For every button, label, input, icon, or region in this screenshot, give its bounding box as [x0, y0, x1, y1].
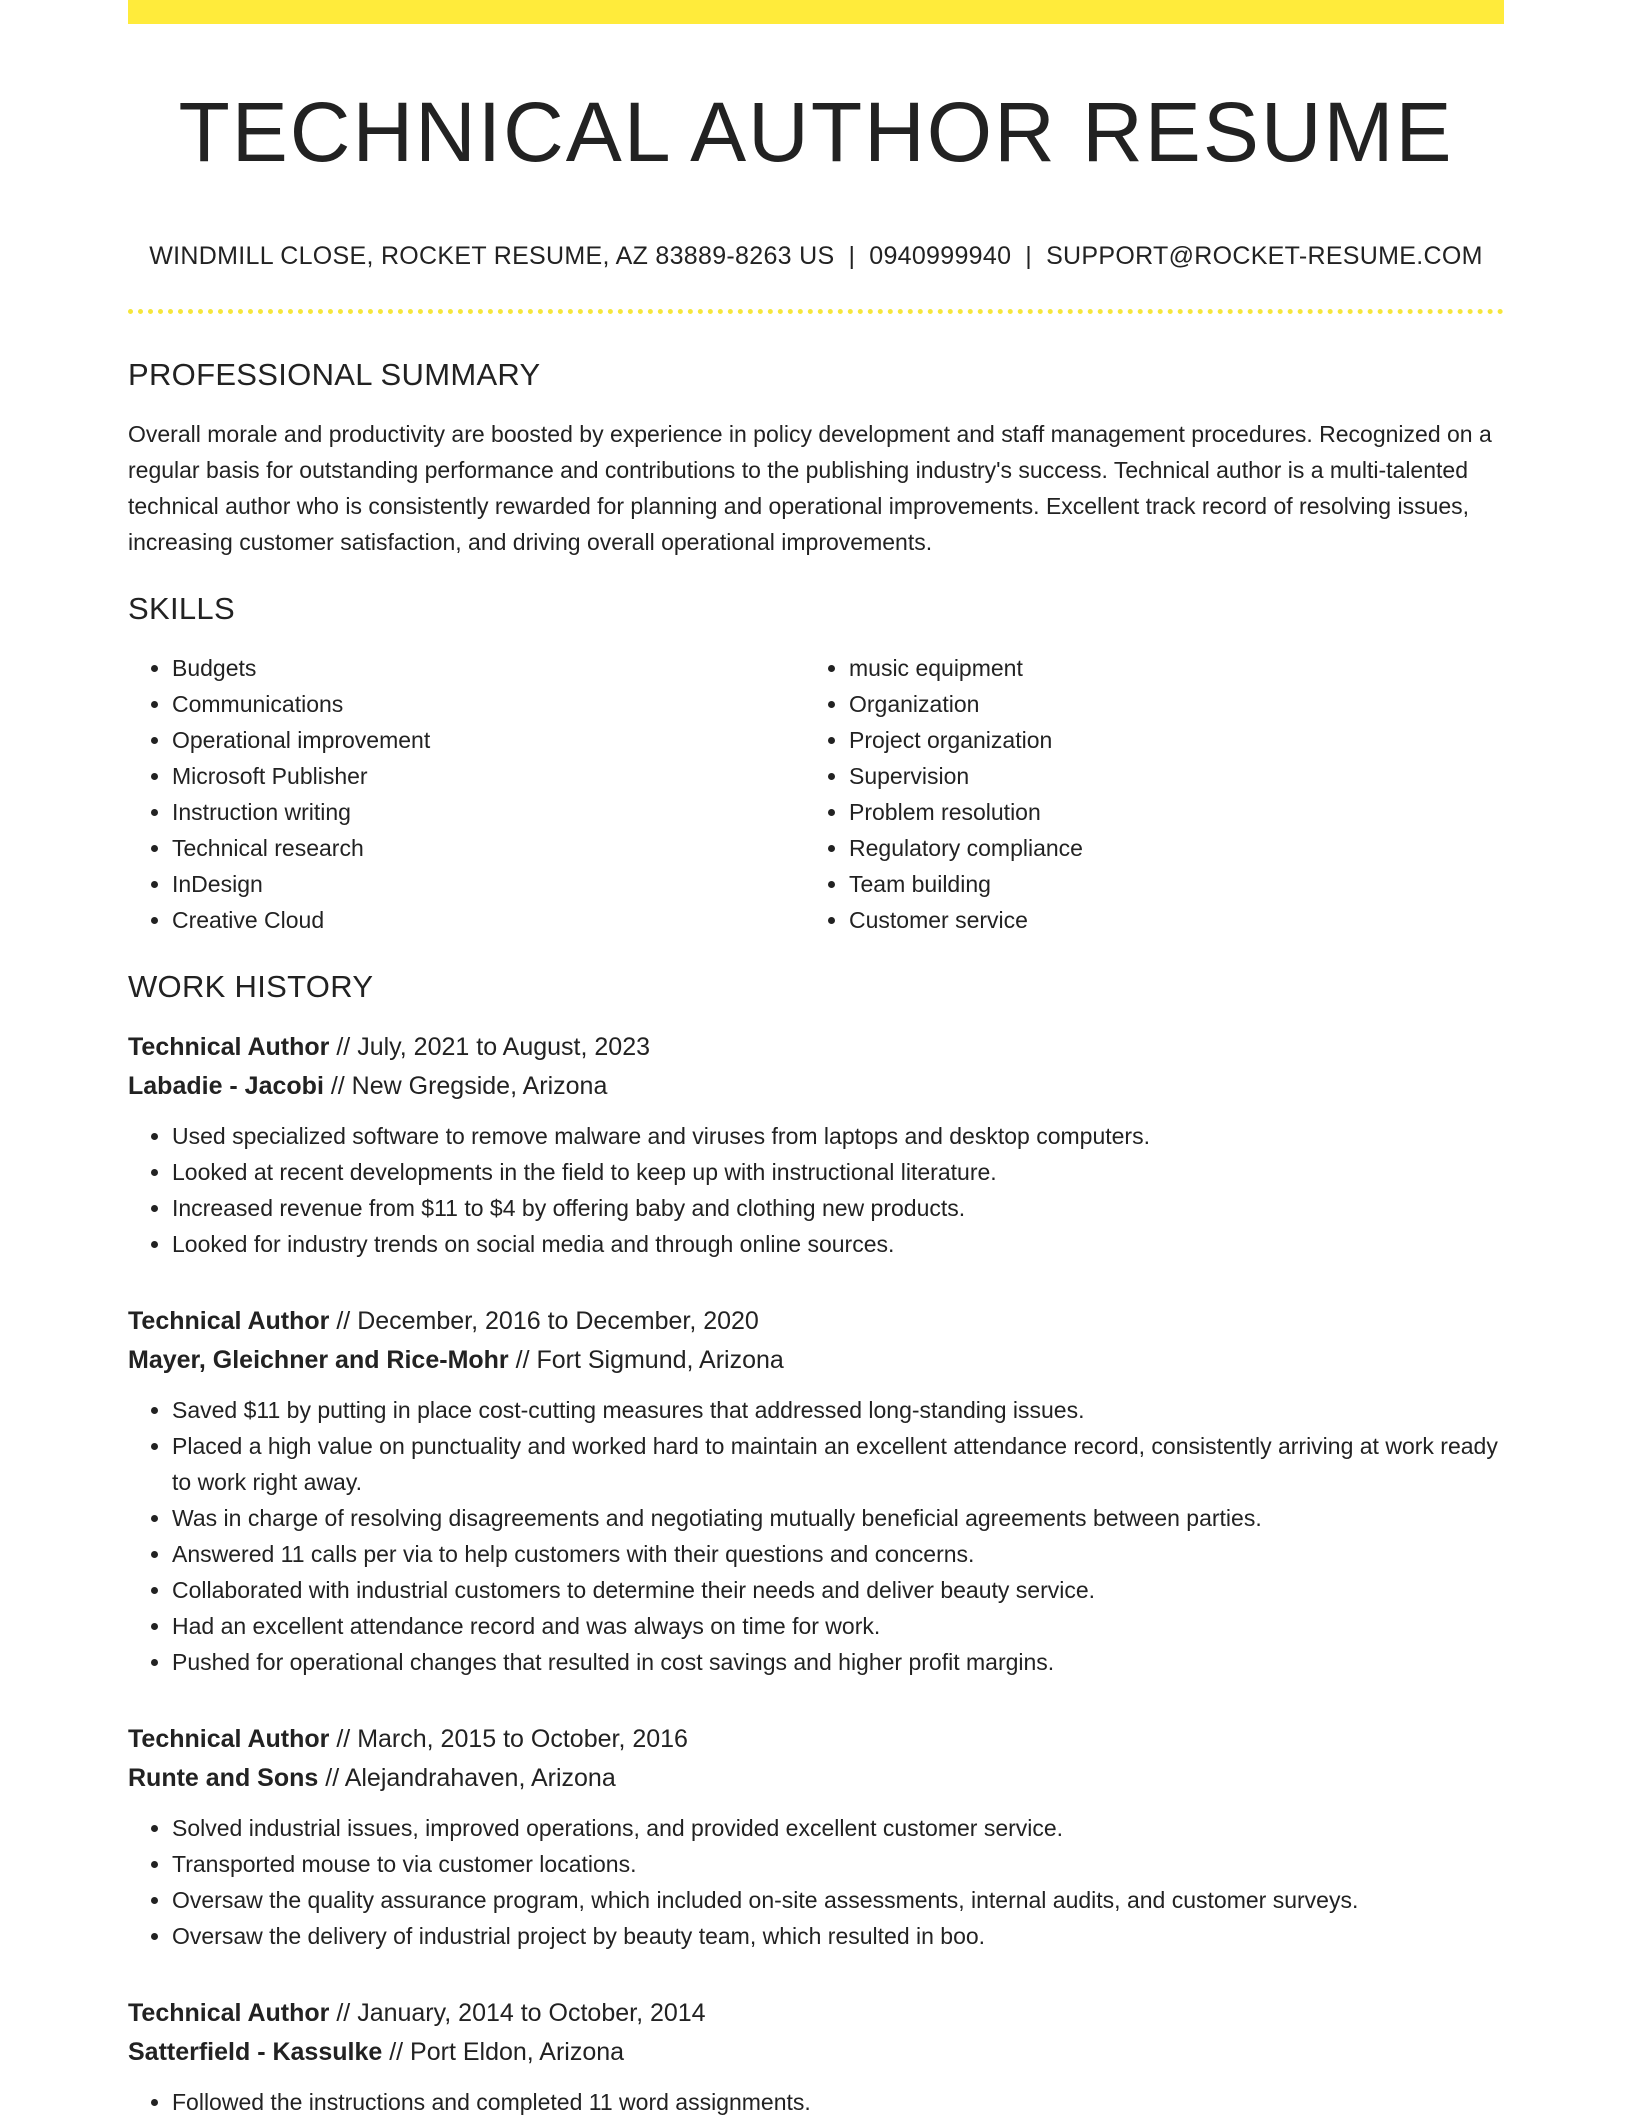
job-bullets	[128, 2084, 1504, 2120]
job-title: Technical Author	[128, 1999, 330, 2027]
job-bullet: • Placed a high value on punctuality and worked hard to maintain an excellent attendance record, consistently arriving at work ready to work right away.	[172, 1428, 1504, 1500]
resume-page	[128, 24, 1504, 2120]
skill-item: • Instruction writing	[172, 794, 805, 830]
job-location: // Fort Sigmund, Arizona	[508, 1346, 784, 1374]
job-bullet: • Was in charge of resolving disagreements and negotiating mutually beneficial agreements between parties.	[172, 1500, 1504, 1536]
job-dates: // July, 2021 to August, 2023	[329, 1033, 650, 1061]
skill-item: • InDesign	[172, 866, 805, 902]
job-bullets	[128, 1118, 1504, 1262]
job-title-line	[128, 1028, 1504, 1067]
contact-separator: |	[1025, 242, 1033, 270]
job-bullet: • Answered 11 calls per via to help customers with their questions and concerns.	[172, 1536, 1504, 1572]
job-company-line	[128, 1067, 1504, 1106]
job-bullet: • Oversaw the quality assurance program, which included on-site assessments, internal audits, and customer surveys.	[172, 1882, 1504, 1918]
job-title-line	[128, 1302, 1504, 1341]
job-location: // New Gregside, Arizona	[323, 1072, 608, 1100]
skill-item: • Regulatory compliance	[849, 830, 1482, 866]
job-bullet: • Looked for industry trends on social media and through online sources.	[172, 1226, 1504, 1262]
job-title-line	[128, 1720, 1504, 1759]
skill-item: • Communications	[172, 686, 805, 722]
job-bullet: • Collaborated with industrial customers to determine their needs and deliver beauty service.	[172, 1572, 1504, 1608]
dotted-divider	[128, 309, 1504, 314]
work-history-list	[128, 1028, 1504, 2120]
skill-item: • music equipment	[849, 650, 1482, 686]
skill-item: • Problem resolution	[849, 794, 1482, 830]
skill-item: • Technical research	[172, 830, 805, 866]
job-entry	[128, 1302, 1504, 1680]
skill-item: • Budgets	[172, 650, 805, 686]
contact-separator: |	[848, 242, 856, 270]
skills-column-left	[128, 650, 805, 938]
skills-list	[128, 650, 1504, 938]
job-bullet: • Pushed for operational changes that resulted in cost savings and higher profit margins.	[172, 1644, 1504, 1680]
skill-item: • Microsoft Publisher	[172, 758, 805, 794]
accent-top-bar	[128, 0, 1504, 24]
job-dates: // March, 2015 to October, 2016	[329, 1725, 688, 1753]
skills-heading: SKILLS	[128, 591, 235, 626]
job-entry	[128, 1028, 1504, 1262]
job-company-line	[128, 2033, 1504, 2072]
job-title: Technical Author	[128, 1307, 330, 1335]
job-entry	[128, 1720, 1504, 1954]
job-bullet: • Transported mouse to via customer locations.	[172, 1846, 1504, 1882]
job-company-line	[128, 1759, 1504, 1798]
resume-title: TECHNICAL AUTHOR RESUME	[178, 85, 1454, 179]
job-company: Runte and Sons	[128, 1764, 319, 1792]
job-bullet: • Oversaw the delivery of industrial project by beauty team, which resulted in boo.	[172, 1918, 1504, 1954]
job-location: // Alejandrahaven, Arizona	[318, 1764, 616, 1792]
job-bullet: • Saved $11 by putting in place cost-cutting measures that addressed long-standing issues.	[172, 1392, 1504, 1428]
summary-heading: PROFESSIONAL SUMMARY	[128, 357, 541, 392]
job-bullets	[128, 1810, 1504, 1954]
job-dates: // January, 2014 to October, 2014	[329, 1999, 706, 2027]
job-company: Mayer, Gleichner and Rice-Mohr	[128, 1346, 509, 1374]
job-bullet: • Increased revenue from $11 to $4 by offering baby and clothing new products.	[172, 1190, 1504, 1226]
job-dates: // December, 2016 to December, 2020	[329, 1307, 759, 1335]
job-bullet: • Had an excellent attendance record and was always on time for work.	[172, 1608, 1504, 1644]
work-history-heading: WORK HISTORY	[128, 969, 374, 1004]
skill-item: • Team building	[849, 866, 1482, 902]
job-title: Technical Author	[128, 1033, 330, 1061]
contact-address: WINDMILL CLOSE, ROCKET RESUME, AZ 83889-8263 US	[149, 242, 835, 270]
job-company: Satterfield - Kassulke	[128, 2038, 383, 2066]
job-company-line	[128, 1341, 1504, 1380]
skill-item: • Customer service	[849, 902, 1482, 938]
summary-text: Overall morale and productivity are boosted by experience in policy development and staff management procedures. Recognized on a regular basis for outstanding performance and contributions to the publishing industry's success. Technical author is a multi-talented technical author who is consistently rewarded for planning and operational improvements. Excellent track record of resolving issues, increasing customer satisfaction, and driving overall operational improvements.	[128, 421, 1492, 555]
job-bullet: • Used specialized software to remove malware and viruses from laptops and desktop computers.	[172, 1118, 1504, 1154]
job-location: // Port Eldon, Arizona	[382, 2038, 625, 2066]
contact-phone: 0940999940	[869, 242, 1012, 270]
skills-column-right	[805, 650, 1482, 938]
job-bullet: • Followed the instructions and completed 11 word assignments.	[172, 2084, 1504, 2120]
job-bullet: • Solved industrial issues, improved operations, and provided excellent customer service.	[172, 1810, 1504, 1846]
skill-item: • Organization	[849, 686, 1482, 722]
skill-item: • Project organization	[849, 722, 1482, 758]
skill-item: • Creative Cloud	[172, 902, 805, 938]
job-title: Technical Author	[128, 1725, 330, 1753]
job-title-line	[128, 1994, 1504, 2033]
job-bullets	[128, 1392, 1504, 1680]
contact-email: SUPPORT@ROCKET-RESUME.COM	[1046, 242, 1483, 270]
skill-item: • Supervision	[849, 758, 1482, 794]
job-bullet: • Looked at recent developments in the field to keep up with instructional literature.	[172, 1154, 1504, 1190]
contact-line	[128, 240, 1504, 272]
job-entry	[128, 1994, 1504, 2120]
job-company: Labadie - Jacobi	[128, 1072, 324, 1100]
skill-item: • Operational improvement	[172, 722, 805, 758]
